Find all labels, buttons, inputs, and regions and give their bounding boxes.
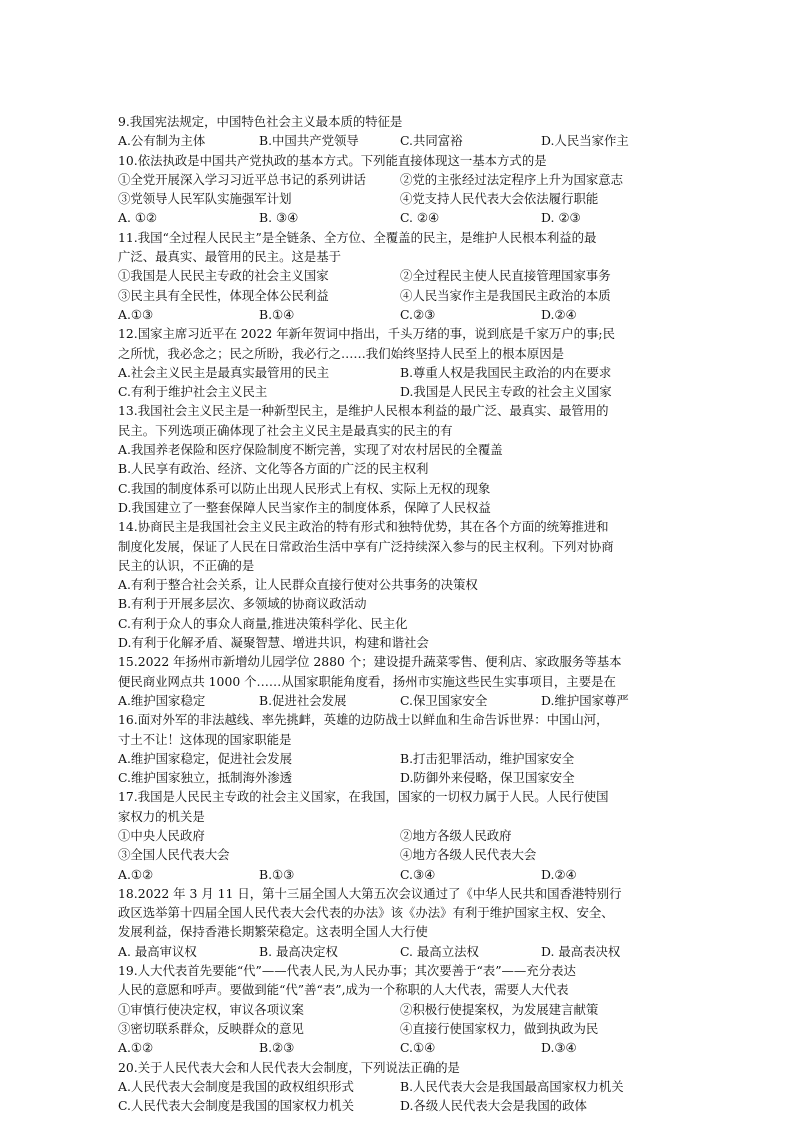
option-item: ②地方各级人民政府 bbox=[400, 827, 512, 843]
question-19 bbox=[118, 961, 678, 1057]
option-item: B.中国共产党领导 bbox=[259, 133, 359, 149]
option-item: D.我国是人民民主专政的社会主义国家 bbox=[400, 384, 612, 400]
option-row bbox=[118, 1019, 678, 1038]
question-stem: 10.依法执政是中国共产党执政的基本方式。下列能直接体现这一基本方式的是 bbox=[118, 152, 547, 168]
question-15 bbox=[118, 652, 678, 710]
option-item: C.③④ bbox=[400, 866, 436, 882]
question-9 bbox=[118, 112, 678, 151]
option-item: B. 最高决定权 bbox=[259, 943, 338, 959]
question-stem: 18.2022 年 3 月 11 日，第十三届全国人大第五次会议通过了《中华人民共和国香港特别行 bbox=[118, 885, 622, 901]
option-item: A.社会主义民主是最真实最管用的民主 bbox=[118, 364, 330, 380]
option-row bbox=[118, 575, 678, 594]
option-item: A.有利于整合社会关系，让人民群众直接行使对公共事务的决策权 bbox=[118, 577, 478, 593]
question-10 bbox=[118, 151, 678, 228]
question-stem: 寸土不让！这体现的国家职能是 bbox=[118, 731, 292, 747]
option-item: A.我国养老保险和医疗保险制度不断完善，实现了对农村居民的全覆盖 bbox=[118, 442, 503, 458]
option-row bbox=[118, 305, 678, 324]
option-row bbox=[118, 131, 678, 150]
option-item: B.促进社会发展 bbox=[259, 692, 347, 708]
option-item: D.③④ bbox=[541, 1040, 577, 1056]
option-item: B.尊重人权是我国民主政治的内在要求 bbox=[400, 364, 612, 380]
option-row bbox=[118, 749, 678, 768]
option-item: B.人民享有政治、经济、文化等各方面的广泛的民主权利 bbox=[118, 461, 429, 477]
option-row bbox=[118, 189, 678, 208]
option-item: A.①② bbox=[118, 866, 154, 882]
question-13 bbox=[118, 401, 678, 517]
option-row bbox=[118, 1096, 678, 1115]
option-row bbox=[118, 1000, 678, 1019]
question-18 bbox=[118, 884, 678, 961]
option-item: ②全过程民主使人民直接管理国家事务 bbox=[400, 268, 611, 284]
option-row bbox=[118, 691, 678, 710]
question-stem: 人民的意愿和呼声。要做到能“代”善“表”,成为一个称职的人大代表，需要人大代表 bbox=[118, 982, 569, 998]
question-stem: 19.人大代表首先要能“代”——代表人民,为人民办事；其次要善于“表”——充分表达 bbox=[118, 963, 576, 979]
option-item: ③全国人民代表大会 bbox=[118, 847, 230, 863]
option-item: ③党领导人民军队实施强军计划 bbox=[118, 191, 292, 207]
option-item: ①审慎行使决定权，审议各项议案 bbox=[118, 1001, 304, 1017]
option-row bbox=[118, 170, 678, 189]
question-20 bbox=[118, 1058, 678, 1116]
question-stem: 家权力的机关是 bbox=[118, 808, 205, 824]
option-item: C.维护国家独立，抵制海外渗透 bbox=[118, 770, 293, 786]
option-row bbox=[118, 498, 678, 517]
question-11 bbox=[118, 228, 678, 324]
option-item: ④地方各级人民代表大会 bbox=[400, 847, 537, 863]
question-stem: 政区选举第十四届全国人民代表大会代表的办法》该《办法》有利于维护国家主权、安全、 bbox=[118, 905, 614, 921]
option-item: C.②③ bbox=[400, 306, 436, 322]
question-17 bbox=[118, 787, 678, 883]
option-item: ①我国是人民民主专政的社会主义国家 bbox=[118, 268, 329, 284]
question-12 bbox=[118, 324, 678, 401]
option-row bbox=[118, 479, 678, 498]
question-stem: 11.我国“全过程人民民主”是全链条、全方位、全覆盖的民主，是维护人民根本利益的最 bbox=[118, 229, 597, 245]
option-row bbox=[118, 266, 678, 285]
option-item: C. 最高立法权 bbox=[400, 943, 479, 959]
option-item: A.公有制为主体 bbox=[118, 133, 206, 149]
option-row bbox=[118, 942, 678, 961]
option-row bbox=[118, 1077, 678, 1096]
option-item: ③民主具有全民性，体现全体公民利益 bbox=[118, 287, 329, 303]
option-row bbox=[118, 440, 678, 459]
option-item: B. ③④ bbox=[259, 210, 299, 226]
option-item: B.①④ bbox=[259, 306, 295, 322]
question-14 bbox=[118, 517, 678, 652]
option-row bbox=[118, 865, 678, 884]
option-item: D. ②③ bbox=[541, 210, 581, 226]
option-item: D.维护国家尊严 bbox=[541, 692, 629, 708]
option-item: B.有利于开展多层次、多领域的协商议政活动 bbox=[118, 596, 367, 612]
option-row bbox=[118, 826, 678, 845]
option-item: D.我国建立了一整套保障人民当家作主的制度体系，保障了人民权益 bbox=[118, 499, 491, 515]
option-item: ④人民当家作主是我国民主政治的本质 bbox=[400, 287, 611, 303]
question-stem: 12.国家主席习近平在 2022 年新年贺词中指出，千头万绪的事，说到底是千家万户的事;民 bbox=[118, 326, 615, 342]
option-item: D.防御外来侵略，保卫国家安全 bbox=[400, 770, 575, 786]
option-item: C.共同富裕 bbox=[400, 133, 463, 149]
option-row bbox=[118, 1038, 678, 1057]
option-row bbox=[118, 633, 678, 652]
option-item: C. ②④ bbox=[400, 210, 440, 226]
question-stem: 民主。下列选项正确体现了社会主义民主是最真实的民主的有 bbox=[118, 422, 453, 438]
option-item: ④直接行使国家权力，做到执政为民 bbox=[400, 1020, 599, 1036]
question-16 bbox=[118, 710, 678, 787]
option-item: D.②④ bbox=[541, 306, 577, 322]
question-stem: 制度化发展，保证了人民在日常政治生活中享有广泛持续深入参与的民主权利。下列对协商 bbox=[118, 538, 614, 554]
question-stem: 广泛、最真实、最管用的民主。这是基于 bbox=[118, 249, 342, 265]
option-item: A.①③ bbox=[118, 306, 154, 322]
option-row bbox=[118, 382, 678, 401]
option-row bbox=[118, 459, 678, 478]
option-item: ④党支持人民代表大会依法履行职能 bbox=[400, 191, 599, 207]
question-stem: 16.面对外军的非法越线、率先挑衅，英雄的边防战士以鲜血和生命告诉世界：中国山河， bbox=[118, 712, 609, 728]
option-item: A.维护国家稳定 bbox=[118, 692, 206, 708]
option-item: C.①④ bbox=[400, 1040, 436, 1056]
option-item: A.①② bbox=[118, 1040, 154, 1056]
option-item: ③密切联系群众，反映群众的意见 bbox=[118, 1020, 304, 1036]
question-stem: 15.2022 年扬州市新增幼儿园学位 2880 个；建设提升蔬菜零售、便利店、家政服务等基本 bbox=[118, 654, 622, 670]
question-stem: 发展利益，保持香港长期繁荣稳定。这表明全国人大行使 bbox=[118, 924, 428, 940]
option-item: B.②③ bbox=[259, 1040, 295, 1056]
option-row bbox=[118, 286, 678, 305]
exam-questions bbox=[118, 112, 678, 1115]
option-item: A.人民代表大会制度是我国的政权组织形式 bbox=[118, 1078, 354, 1094]
option-item: C.有利于维护社会主义民主 bbox=[118, 384, 268, 400]
option-row bbox=[118, 363, 678, 382]
option-item: C.人民代表大会制度是我国的国家权力机关 bbox=[118, 1098, 355, 1114]
option-item: ②积极行使提案权，为发展建言献策 bbox=[400, 1001, 599, 1017]
option-item: B.打击犯罪活动，维护国家安全 bbox=[400, 750, 575, 766]
option-item: ①中央人民政府 bbox=[118, 827, 205, 843]
option-item: D.②④ bbox=[541, 866, 577, 882]
question-stem: 便民商业网点共 1000 个……从国家职能角度看，扬州市实施这些民生实事项目，主要是在 bbox=[118, 673, 616, 689]
option-row bbox=[118, 208, 678, 227]
question-stem: 9.我国宪法规定，中国特色社会主义最本质的特征是 bbox=[118, 114, 403, 129]
option-row bbox=[118, 614, 678, 633]
question-stem: 20.关于人民代表大会和人民代表大会制度，下列说法正确的是 bbox=[118, 1059, 460, 1075]
option-item: D.各级人民代表大会是我国的政体 bbox=[400, 1098, 587, 1114]
option-item: D. 最高表决权 bbox=[541, 943, 621, 959]
option-item: D.有利于化解矛盾、凝聚智慧、增进共识，构建和谐社会 bbox=[118, 635, 429, 651]
option-item: ②党的主张经过法定程序上升为国家意志 bbox=[400, 171, 624, 187]
question-stem: 13.我国社会主义民主是一种新型民主，是维护人民根本利益的最广泛、最真实、最管用的 bbox=[118, 403, 609, 419]
option-row bbox=[118, 768, 678, 787]
question-stem: 14.协商民主是我国社会主义民主政治的特有形式和独特优势，其在各个方面的统筹推进和 bbox=[118, 519, 609, 535]
option-item: D.人民当家作主 bbox=[541, 133, 629, 149]
option-item: A. ①② bbox=[118, 210, 158, 226]
question-stem: 17.我国是人民民主专政的社会主义国家，在我国，国家的一切权力属于人民。人民行使国 bbox=[118, 789, 609, 805]
option-item: C.保卫国家安全 bbox=[400, 692, 488, 708]
option-row bbox=[118, 594, 678, 613]
option-item: A.维护国家稳定，促进社会发展 bbox=[118, 750, 292, 766]
question-stem: 民主的认识，不正确的是 bbox=[118, 557, 255, 573]
option-row bbox=[118, 845, 678, 864]
option-item: B.人民代表大会是我国最高国家权力机关 bbox=[400, 1078, 624, 1094]
option-item: C.有利于众人的事众人商量,推进决策科学化、民主化 bbox=[118, 615, 408, 631]
option-item: C.我国的制度体系可以防止出现人民形式上有权、实际上无权的现象 bbox=[118, 480, 491, 496]
option-item: ①全党开展深入学习习近平总书记的系列讲话 bbox=[118, 171, 366, 187]
option-item: B.①③ bbox=[259, 866, 295, 882]
option-item: A. 最高审议权 bbox=[118, 943, 197, 959]
question-stem: 之所忧，我必念之；民之所盼，我必行之……我们始终坚持人民至上的根本原因是 bbox=[118, 345, 565, 361]
